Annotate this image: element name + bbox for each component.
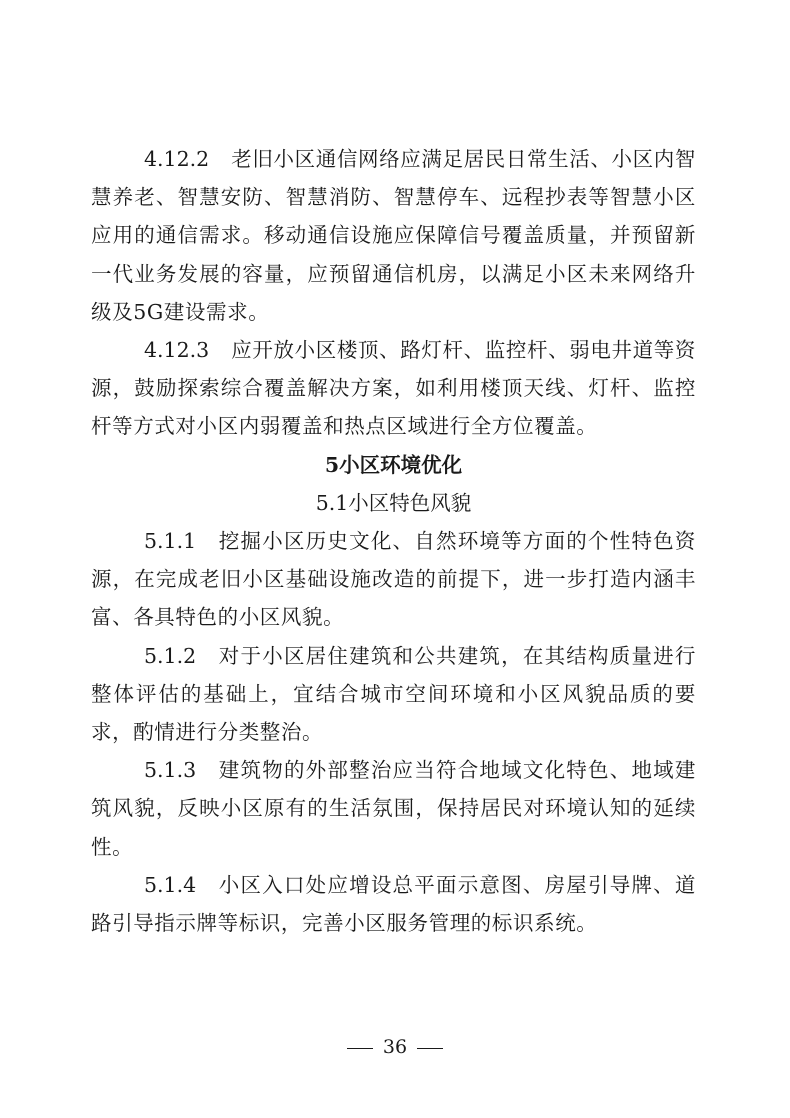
clause-number: 5.1.4 (144, 872, 197, 897)
chapter-heading: 5小区环境优化 (324, 452, 463, 477)
footer-dash-left (347, 1048, 373, 1049)
page-content (91, 140, 696, 942)
clause-4-12-2 (91, 140, 696, 331)
clause-number: 4.12.3 (144, 338, 210, 363)
clause-5-1-3 (91, 751, 696, 866)
clause-text: 建筑物的外部整治应当符合地域文化特色、地域建筑风貌，反映小区原有的生活氛围，保持居民对环境认知的延续性。 (91, 758, 696, 859)
footer-dash-right (417, 1048, 443, 1049)
clause-text: 对于小区居住建筑和公共建筑，在其结构质量进行整体评估的基础上，宜结合城市空间环境和小区风貌品质的要求，酌情进行分类整治。 (91, 643, 696, 745)
clause-number: 4.12.2 (144, 147, 210, 171)
clause-5-1-4 (91, 866, 696, 942)
clause-number: 5.1.3 (144, 758, 197, 783)
clause-text: 小区入口处应增设总平面示意图、房屋引导牌、道路引导指示牌等标识，完善小区服务管理的标识系统。 (91, 872, 696, 936)
page-footer (0, 1035, 790, 1059)
clause-text: 挖掘小区历史文化、自然环境等方面的个性特色资源，在完成老旧小区基础设施改造的前提下，进一步打造内涵丰富、各具特色的小区风貌。 (91, 529, 696, 630)
clause-5-1-1 (91, 522, 696, 637)
clause-4-12-3 (91, 331, 696, 446)
clause-text: 老旧小区通信网络应满足居民日常生活、小区内智慧养老、智慧安防、智慧消防、智慧停车、远程抄表等智慧小区应用的通信需求。移动通信设施应保障信号覆盖质量，并预留新一代业务发展的容量，应预留通信机房，以满足小区未来网络升级及5G建设需求。 (91, 147, 696, 324)
clause-number: 5.1.1 (144, 529, 197, 554)
clause-number: 5.1.2 (144, 643, 197, 668)
clause-5-1-2 (91, 637, 696, 752)
page-number: 36 (382, 1036, 408, 1058)
clause-text: 应开放小区楼顶、路灯杆、监控杆、弱电井道等资源，鼓励探索综合覆盖解决方案，如利用楼顶天线、灯杆、监控杆等方式对小区内弱覆盖和热点区域进行全方位覆盖。 (91, 338, 696, 439)
section-heading: 5.1小区特色风貌 (315, 490, 472, 515)
